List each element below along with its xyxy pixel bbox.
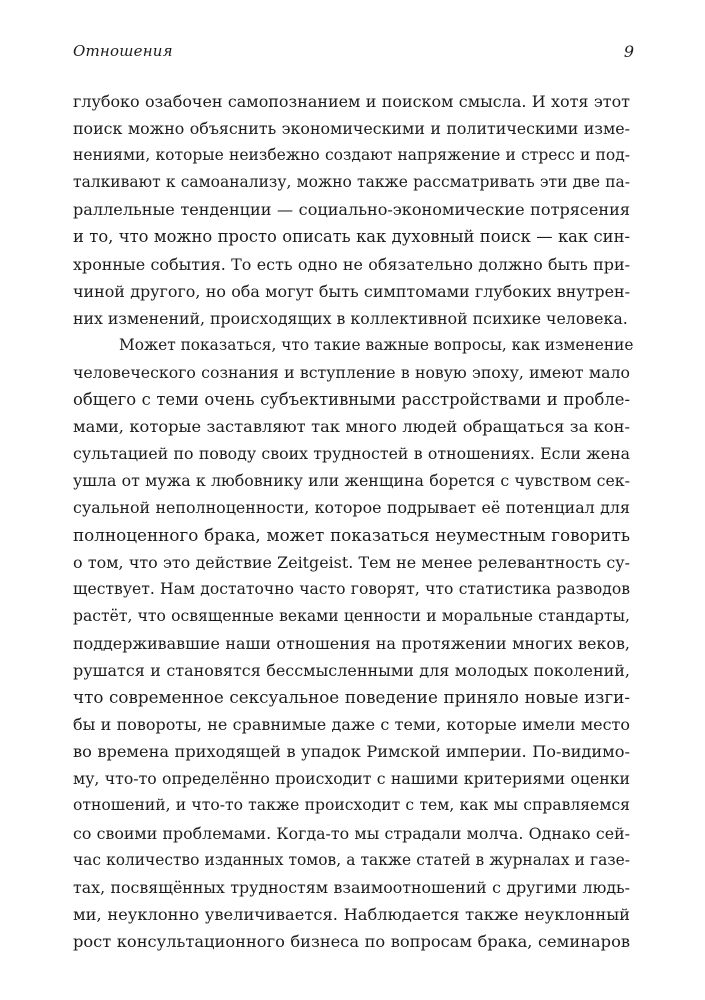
running-head-title: Отношения	[73, 42, 173, 60]
text-line: суальной неполноценности, которое подрывает её потенциал для	[73, 498, 630, 518]
text-line: человеческого сознания и вступление в новую эпоху, имеют мало	[73, 362, 630, 382]
text-line: бы и повороты, не сравнимые даже с теми, которые имели место	[73, 715, 630, 735]
text-line: сультацией по поводу своих трудностей в отношениях. Если жена	[73, 444, 630, 464]
text-line: рушатся и становятся бессмысленными для молодых поколений,	[73, 660, 630, 680]
text-line: талкивают к самоанализу, можно также рассматривать эти две па-	[73, 173, 630, 192]
text-line: мами, которые заставляют так много людей обращаться за кон-	[73, 417, 630, 437]
text-line: му, что-то определённо происходит с нашими критериями оценки	[73, 769, 630, 789]
text-line: них изменений, происходящих в коллективной психике человека.	[73, 308, 628, 328]
text-line: во времена приходящей в упадок Римской империи. По-видимо-	[73, 742, 630, 762]
text-line: общего с теми очень субъективными расстройствами и пробле-	[73, 390, 630, 410]
text-line: ми, неуклонно увеличивается. Наблюдается также неуклонный	[73, 904, 630, 924]
text-line: полноценного брака, может показаться неуместным говорить	[73, 524, 630, 545]
text-line: ушла от мужа к любовнику или женщина борется с чувством сек-	[73, 471, 630, 491]
page-number: 9	[623, 42, 634, 61]
text-line: со своими проблемами. Когда-то мы страдали молча. Однако сей-	[73, 823, 630, 843]
text-line: нениями, которые неизбежно создают напряжение и стресс и под-	[73, 146, 630, 165]
text-line: раллельные тенденции — социально-экономические потрясения	[73, 200, 630, 220]
text-line: поддерживавшие наши отношения на протяжении многих веков,	[73, 633, 630, 653]
text-line: ществует. Нам достаточно часто говорят, что статистика разводов	[73, 579, 630, 598]
text-line: тах, посвящённых трудностям взаимоотношений с другими людь-	[73, 877, 630, 897]
text-line: поиск можно объяснить экономическими и политическими изме-	[73, 119, 630, 139]
text-line: хронные события. То есть одно не обязательно должно быть при-	[73, 254, 630, 274]
text-line: Может показаться, что такие важные вопросы, как изменение	[119, 335, 634, 354]
text-line: о том, что это действие Zeitgeist. Тем не менее релевантность су-	[73, 552, 630, 572]
text-line: и то, что можно просто описать как духовный поиск — как син-	[73, 227, 630, 247]
text-line: чиной другого, но оба могут быть симптомами глубоких внутрен-	[73, 281, 630, 301]
text-line: растёт, что освященные веками ценности и моральные стандарты,	[73, 606, 630, 625]
text-line: рост консультационного бизнеса по вопросам брака, семинаров	[73, 931, 630, 951]
text-line: час количество изданных томов, а также статей в журналах и газе-	[73, 850, 630, 869]
text-line: что современное сексуальное поведение приняло новые изги-	[73, 687, 630, 708]
body-text	[73, 88, 634, 955]
text-line: отношений, и что-то также происходит с тем, как мы справляемся	[73, 796, 630, 815]
text-line: глубоко озабочен самопознанием и поиском смысла. И хотя этот	[73, 92, 630, 111]
